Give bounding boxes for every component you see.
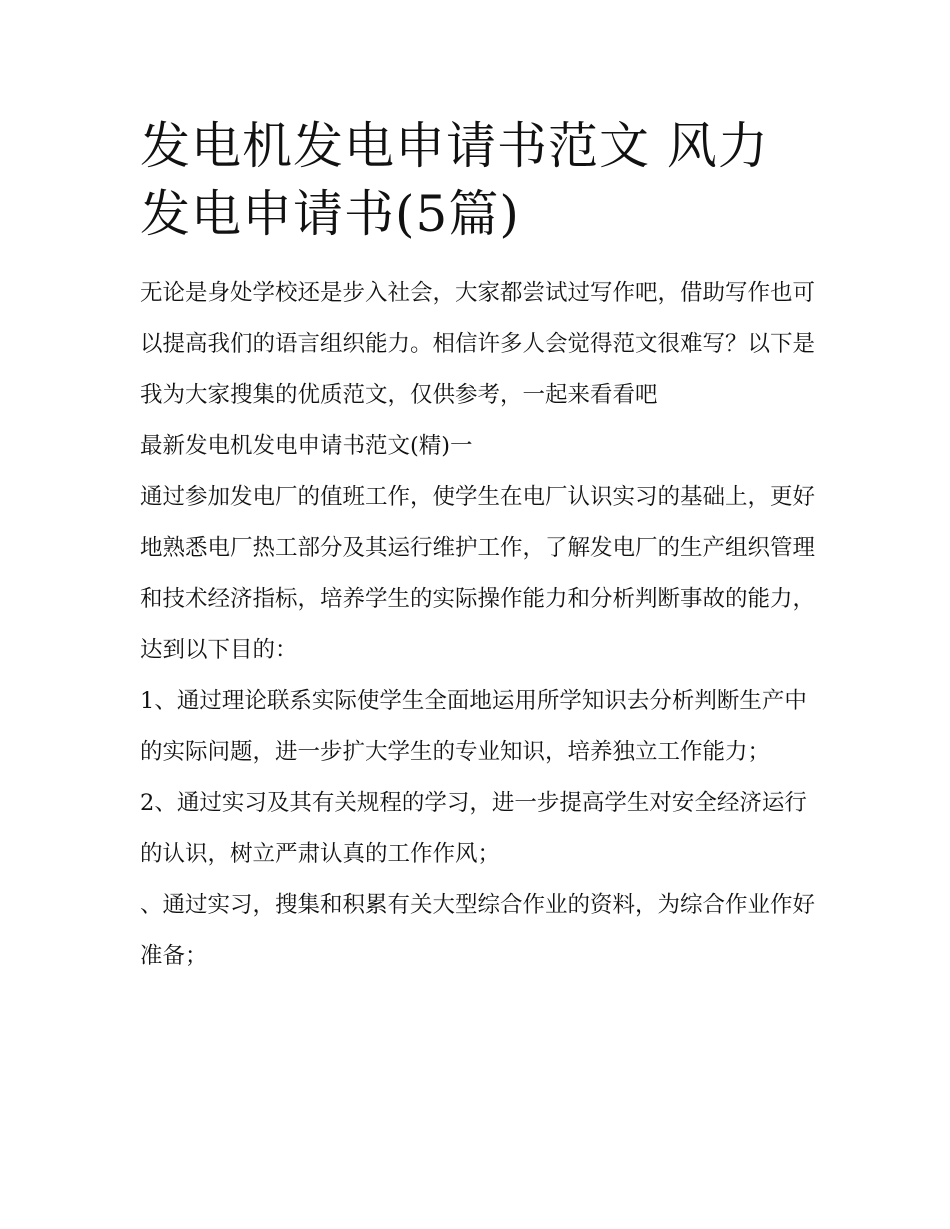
body-paragraph-4: 、通过实习，搜集和积累有关大型综合作业的资料，为综合作业作好准备； xyxy=(140,892,816,969)
body-paragraph-1: 通过参加发电厂的值班工作，使学生在电厂认识实习的基础上，更好地熟悉电厂热工部分及其运行维护工作，了解发电厂的生产组织管理和技术经济指标，培养学生的实际操作能力和分析判断事故的能力，达到以下目的： xyxy=(140,484,816,663)
document-title: 发电机发电申请书范文 风力发电申请书(5篇) xyxy=(140,117,769,243)
body-paragraph-2: 1、通过理论联系实际使学生全面地运用所学知识去分析判断生产中的实际问题，进一步扩大学生的专业知识，培养独立工作能力； xyxy=(140,688,807,765)
body-paragraph-3: 2、通过实习及其有关规程的学习，进一步提高学生对安全经济运行的认识，树立严肃认真的工作作风； xyxy=(140,790,807,867)
section-heading: 最新发电机发电申请书范文(精)一 xyxy=(140,433,473,459)
intro-paragraph: 无论是身处学校还是步入社会，大家都尝试过写作吧，借助写作也可以提高我们的语言组织能力。相信许多人会觉得范文很难写？以下是我为大家搜集的优质范文，仅供参考，一起来看看吧 xyxy=(140,280,816,408)
document-body xyxy=(140,112,815,982)
